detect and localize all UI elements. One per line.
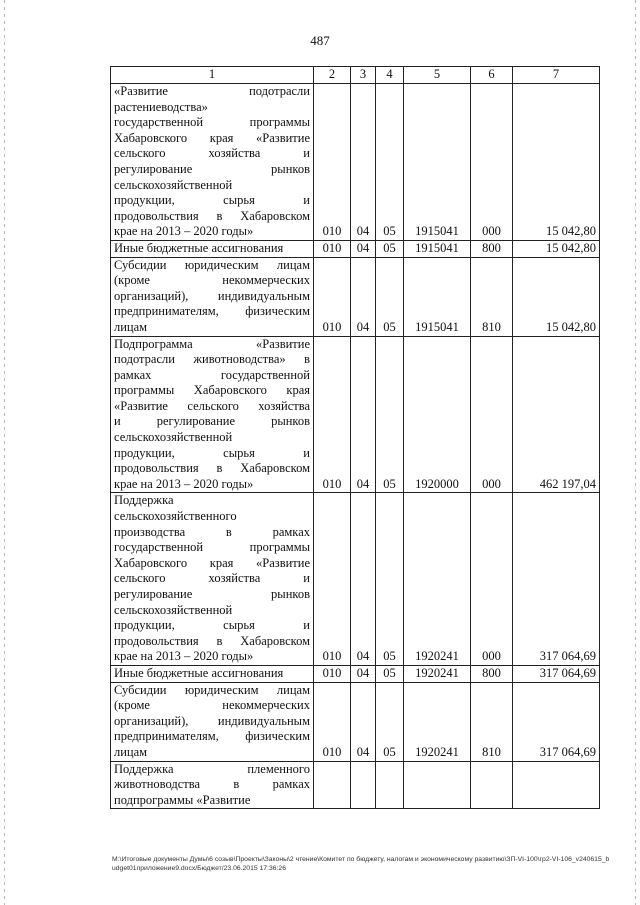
scan-edge-left bbox=[4, 0, 5, 905]
section-code-cell: 010 bbox=[314, 257, 351, 336]
row-name-line: Поддержка bbox=[114, 493, 174, 508]
expense-type-cell: 000 bbox=[471, 336, 513, 493]
table-row bbox=[111, 493, 600, 666]
row-name-line: крае на 2013 – 2020 годы» bbox=[114, 224, 254, 239]
target-article-cell: 1920241 bbox=[404, 682, 471, 761]
row-name-cell bbox=[111, 240, 314, 257]
table-header-row bbox=[111, 67, 600, 84]
row-name-cell bbox=[111, 665, 314, 682]
expense-type-cell: 810 bbox=[471, 257, 513, 336]
item-code-cell bbox=[376, 761, 404, 809]
item-code-cell: 05 bbox=[376, 257, 404, 336]
column-header: 6 bbox=[471, 67, 513, 84]
row-name-line: предпринимателям, физическим bbox=[114, 729, 310, 744]
table-row bbox=[111, 665, 600, 682]
row-name-line: крае на 2013 – 2020 годы» bbox=[114, 476, 254, 491]
row-name-line: продовольствия в Хабаровском bbox=[114, 208, 310, 223]
item-code-cell: 05 bbox=[376, 240, 404, 257]
row-name-line: продукции, сырья и bbox=[114, 193, 310, 208]
row-name-cell bbox=[111, 336, 314, 493]
row-name-line: лицам bbox=[114, 744, 148, 759]
target-article-cell: 1915041 bbox=[404, 257, 471, 336]
section-code-cell: 010 bbox=[314, 240, 351, 257]
row-name-line: государственной программы bbox=[114, 115, 310, 130]
row-name-line: «Развитие подотрасли bbox=[114, 84, 310, 98]
expense-type-cell: 000 bbox=[471, 84, 513, 241]
expense-type-cell: 810 bbox=[471, 682, 513, 761]
section-code-cell: 010 bbox=[314, 682, 351, 761]
section-code-cell bbox=[314, 761, 351, 809]
row-name-line: Подпрограмма «Развитие bbox=[114, 336, 310, 351]
row-name-line: подотрасли животноводства» в bbox=[114, 352, 310, 367]
row-name-line: производства в рамках bbox=[114, 524, 310, 539]
column-header: 3 bbox=[351, 67, 376, 84]
row-name-line: продовольствия в Хабаровском bbox=[114, 633, 310, 648]
row-name-line: Хабаровского края «Развитие bbox=[114, 130, 310, 145]
item-code-cell: 05 bbox=[376, 84, 404, 241]
row-name-line: сельскохозяйственной bbox=[114, 430, 233, 445]
scan-edge-right bbox=[635, 0, 636, 905]
row-name-line: продовольствия в Хабаровском bbox=[114, 461, 310, 476]
subsection-code-cell: 04 bbox=[351, 84, 376, 241]
page-number: 487 bbox=[310, 33, 330, 48]
table-row bbox=[111, 257, 600, 336]
section-code-cell: 010 bbox=[314, 493, 351, 666]
subsection-code-cell: 04 bbox=[351, 493, 376, 666]
amount-cell: 15 042,80 bbox=[513, 84, 600, 241]
row-name-line: Иные бюджетные ассигнования bbox=[114, 240, 284, 255]
item-code-cell: 05 bbox=[376, 682, 404, 761]
table-row bbox=[111, 682, 600, 761]
row-name-line: животноводства в рамках bbox=[114, 777, 310, 792]
row-name-line: подпрограммы «Развитие bbox=[114, 792, 251, 807]
row-name-line: организаций), индивидуальным bbox=[114, 288, 310, 303]
row-name-line: государственной программы bbox=[114, 540, 310, 555]
amount-cell: 462 197,04 bbox=[513, 336, 600, 493]
amount-cell bbox=[513, 761, 600, 809]
row-name-line: Субсидии юридическим лицам bbox=[114, 682, 310, 697]
row-name-cell bbox=[111, 84, 314, 241]
column-header: 1 bbox=[111, 67, 314, 84]
row-name-line: предпринимателям, физическим bbox=[114, 304, 310, 319]
amount-cell: 317 064,69 bbox=[513, 682, 600, 761]
row-name-line: растениеводства» bbox=[114, 99, 208, 114]
expense-type-cell: 800 bbox=[471, 240, 513, 257]
row-name-line: Субсидии юридическим лицам bbox=[114, 257, 310, 272]
row-name-line: организаций), индивидуальным bbox=[114, 713, 310, 728]
table-body bbox=[111, 84, 600, 809]
row-name-line: сельского хозяйства и bbox=[114, 571, 310, 586]
row-name-line: «Развитие сельского хозяйства bbox=[114, 398, 310, 413]
subsection-code-cell: 04 bbox=[351, 336, 376, 493]
row-name-line: (кроме некоммерческих bbox=[114, 698, 310, 713]
budget-table bbox=[110, 66, 600, 809]
row-name-line: (кроме некоммерческих bbox=[114, 273, 310, 288]
row-name-line: программы Хабаровского края bbox=[114, 383, 310, 398]
section-code-cell: 010 bbox=[314, 665, 351, 682]
row-name-line: и регулирование рынков bbox=[114, 414, 310, 429]
subsection-code-cell: 04 bbox=[351, 240, 376, 257]
expense-type-cell bbox=[471, 761, 513, 809]
row-name-line: Поддержка племенного bbox=[114, 761, 310, 776]
table-row bbox=[111, 336, 600, 493]
subsection-code-cell bbox=[351, 761, 376, 809]
column-header: 5 bbox=[404, 67, 471, 84]
column-header: 7 bbox=[513, 67, 600, 84]
item-code-cell: 05 bbox=[376, 493, 404, 666]
amount-cell: 15 042,80 bbox=[513, 240, 600, 257]
row-name-line: продукции, сырья и bbox=[114, 445, 310, 460]
row-name-cell bbox=[111, 761, 314, 809]
row-name-cell bbox=[111, 682, 314, 761]
amount-cell: 15 042,80 bbox=[513, 257, 600, 336]
row-name-line: лицам bbox=[114, 319, 148, 334]
item-code-cell: 05 bbox=[376, 665, 404, 682]
document-path-footer: M:\Итоговые документы Думы\6 созыв\Проекты\Законы\2 чтение\Комитет по бюджету, налогам и экономическому развитию\ЗП-VI-100\гр2-VI-106_v240615_budget01приложение9.docx/Бюджет/23.06.2015 17:36:26 bbox=[112, 856, 610, 872]
row-name-line: продукции, сырья и bbox=[114, 618, 310, 633]
amount-cell: 317 064,69 bbox=[513, 493, 600, 666]
row-name-cell bbox=[111, 257, 314, 336]
table-row bbox=[111, 240, 600, 257]
column-header: 2 bbox=[314, 67, 351, 84]
section-code-cell: 010 bbox=[314, 336, 351, 493]
section-code-cell: 010 bbox=[314, 84, 351, 241]
target-article-cell: 1920241 bbox=[404, 665, 471, 682]
row-name-line: сельскохозяйственной bbox=[114, 602, 233, 617]
amount-cell: 317 064,69 bbox=[513, 665, 600, 682]
target-article-cell: 1915041 bbox=[404, 84, 471, 241]
target-article-cell: 1915041 bbox=[404, 240, 471, 257]
row-name-line: Иные бюджетные ассигнования bbox=[114, 665, 284, 680]
row-name-line: Хабаровского края «Развитие bbox=[114, 555, 310, 570]
expense-type-cell: 800 bbox=[471, 665, 513, 682]
target-article-cell: 1920000 bbox=[404, 336, 471, 493]
target-article-cell bbox=[404, 761, 471, 809]
subsection-code-cell: 04 bbox=[351, 257, 376, 336]
row-name-line: сельскохозяйственной bbox=[114, 177, 233, 192]
row-name-line: регулирование рынков bbox=[114, 161, 310, 176]
table-row bbox=[111, 761, 600, 809]
row-name-line: рамках государственной bbox=[114, 367, 310, 382]
column-header: 4 bbox=[376, 67, 404, 84]
row-name-line: сельскохозяйственного bbox=[114, 509, 237, 524]
expense-type-cell: 000 bbox=[471, 493, 513, 666]
subsection-code-cell: 04 bbox=[351, 665, 376, 682]
row-name-cell bbox=[111, 493, 314, 666]
row-name-line: регулирование рынков bbox=[114, 587, 310, 601]
row-name-line: крае на 2013 – 2020 годы» bbox=[114, 649, 254, 664]
table-row bbox=[111, 84, 600, 241]
item-code-cell: 05 bbox=[376, 336, 404, 493]
target-article-cell: 1920241 bbox=[404, 493, 471, 666]
subsection-code-cell: 04 bbox=[351, 682, 376, 761]
row-name-line: сельского хозяйства и bbox=[114, 146, 310, 161]
